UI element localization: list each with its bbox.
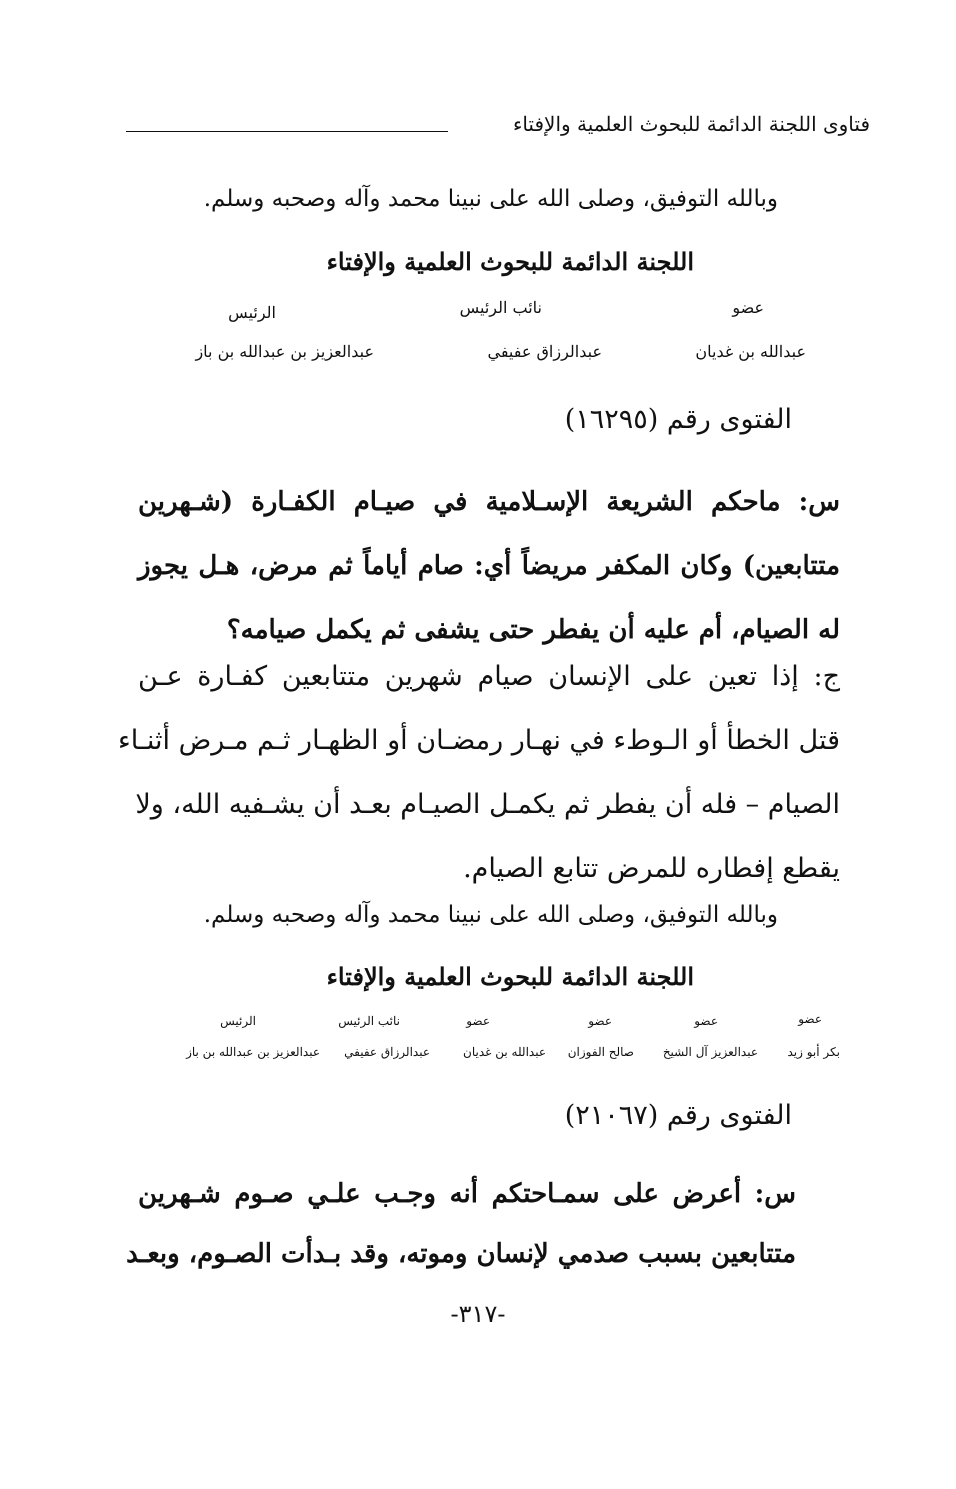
signatory-role: عضو [694,1014,718,1028]
question-line: س: ماحكم الشريعة الإسـلامية في صيـام الكفـارة (شـهرين [138,487,840,517]
question-line: س: أعرض على سمـاحتكم أنه وجـب علـي صـوم شـهرين [138,1179,796,1209]
signatory-role: عضو [732,298,764,317]
committee-title-2: اللجنة الدائمة للبحوث العلمية والإفتاء [326,962,694,991]
signatory-name: عبدالعزيز آل الشيخ [662,1045,758,1059]
running-head: فتاوى اللجنة الدائمة للبحوث العلمية والإفتاء [512,112,870,136]
signatory-name: عبدالعزيز بن عبدالله بن باز [186,1045,320,1059]
signatory-role: الرئيس [220,1014,256,1028]
signatory-role: الرئيس [228,303,276,322]
committee-title-1: اللجنة الدائمة للبحوث العلمية والإفتاء [326,247,694,276]
answer-line: الصيام – فله أن يفطر ثم يكمـل الصيـام بعـد أن يشـفيه الله، ولا [135,789,840,820]
signatory-name: عبدالله بن غديان [463,1045,546,1059]
fatwa-number-2: الفتوى رقم (٢١٠٦٧) [564,1100,792,1131]
question-1 [138,470,840,662]
question-2 [126,1164,796,1284]
header-rule [126,131,448,132]
signatory-name: عبدالرزاق عفيفي [487,342,602,361]
signatory-role: عضو [588,1014,612,1028]
page-number: -٣١٧- [450,1300,506,1328]
fatwa-number-1: الفتوى رقم (١٦٢٩٥) [564,404,792,435]
signatory-role: عضو [466,1014,490,1028]
question-line: متتابعين بسبب صدمي لإنسان وموته، وقد بـدأت الصـوم، وبعـد [126,1239,796,1269]
answer-line: يقطع إفطاره للمرض تتابع الصيام. [463,853,840,884]
question-line: متتابعين) وكان المكفر مريضاً أي: صام أياماً ثم مرض، هـل يجوز [138,551,840,581]
signatory-name: بكر أبو زيد [787,1045,840,1059]
answer-line: قتل الخطأ أو الـوطء في نهـار رمضـان أو الظهـار ثـم مـرض أثنـاء [118,725,840,756]
answer-line: ج: إذا تعين على الإنسان صيام شهرين متتابعين كفـارة عـن [138,661,840,692]
signatory-role: عضو [798,1012,822,1026]
closing-prayer-2: وبالله التوفيق، وصلى الله على نبينا محمد وآله وصحبه وسلم. [203,902,778,928]
closing-prayer-1: وبالله التوفيق، وصلى الله على نبينا محمد وآله وصحبه وسلم. [203,186,778,212]
answer-1 [118,645,840,901]
signatory-role: نائب الرئيس [459,298,542,317]
question-line: له الصيام، أم عليه أن يفطر حتى يشفى ثم يكمل صيامه؟ [226,615,840,645]
signatory-role: نائب الرئيس [338,1014,400,1028]
signatory-name: عبدالعزيز بن عبدالله بن باز [195,342,374,361]
signatory-name: عبدالله بن غديان [695,342,806,361]
signatory-name: صالح الفوزان [567,1045,634,1059]
signatory-name: عبدالرزاق عفيفي [344,1045,430,1059]
